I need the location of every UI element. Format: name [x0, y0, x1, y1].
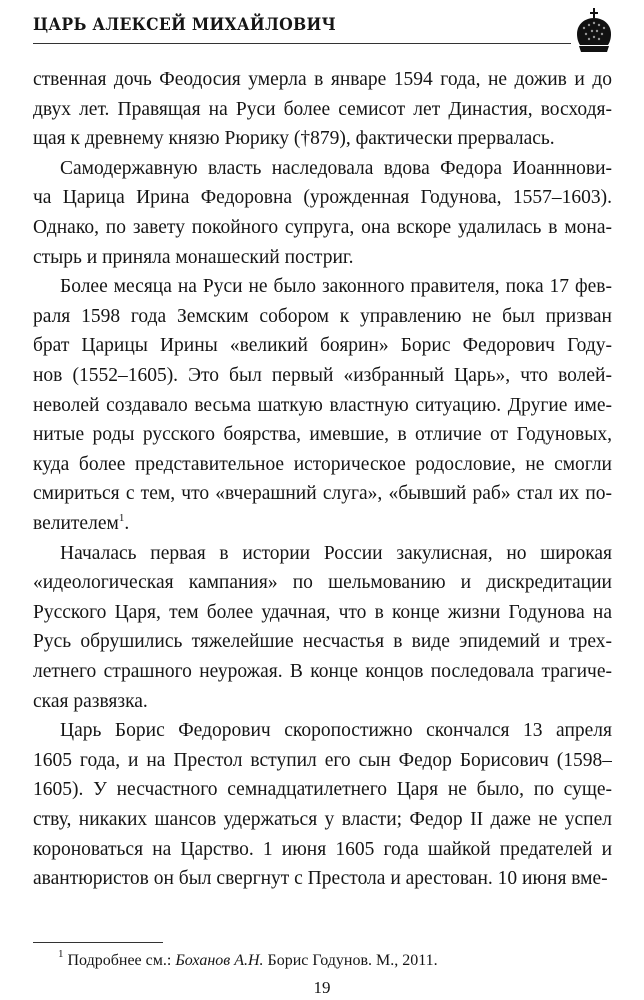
text-line: брат Царицы Ирины «великий боярин» Борис Федорович Году- [33, 335, 612, 357]
text-line: Более месяца на Руси не было законного правителя, пока 17 фев- [60, 276, 612, 298]
text-line: нитые роды русского боярства, имевшие, в отличие от Годуновых, [33, 424, 612, 446]
text-line: короноваться на Царство. 1 июня 1605 года шайкой предателей и [33, 838, 612, 860]
footnote-source: Борис Годунов. М., 2011. [263, 952, 438, 969]
text-line: ственная дочь Феодосия умерла в январе 1594 года, не дожив и до [33, 69, 612, 90]
text-line: Царь Борис Федорович скоропостижно скончался 13 апреля [60, 720, 612, 742]
text-line: куда более представительное историческое родословие, не смогли [33, 453, 612, 475]
text-line: ству, никаких шансов удержаться у власти; Федор II даже не успел [33, 809, 612, 830]
text-line: 1605). У несчастного семнадцатилетнего Царя не было, по суще- [33, 779, 612, 801]
text-line: Русского Царя, тем более удачная, что в конце жизни Годунова на [33, 601, 612, 623]
text-line: ча Царица Ирина Федоровна (урожденная Годунова, 1557–1603). [33, 187, 612, 209]
text-line: «идеологическая кампания» по шельмованию и дискредитации [33, 572, 612, 594]
text-line: авантюристов он был свергнут с Престола и арестован. 10 июня вме- [33, 868, 608, 890]
text-line: смириться с тем, что «вчерашний слуга», «бывший раб» стал их по- [33, 483, 612, 505]
footnote-marker: 1 [58, 948, 64, 960]
line-text: велителем [33, 513, 119, 534]
text-line: двух лет. Правящая на Руси более семисот лет Династия, восходя- [33, 98, 612, 120]
footnote-prefix: Подробнее см.: [67, 952, 176, 969]
text-line: Началась первая в истории России закулисная, но широкая [60, 542, 612, 564]
crown-icon [574, 6, 614, 54]
text-line: раля 1598 года Земским собором к управлению не был призван [33, 305, 612, 327]
header-rule [33, 43, 571, 44]
text-line: стырь и приняла монашеский постриг. [33, 246, 354, 268]
text-line: 1605 года, и на Престол вступил его сын Федор Борисович (1598– [33, 749, 612, 771]
text-line: щая к древнему князю Рюрику (†879), фактически прервалась. [33, 128, 555, 150]
text-line: ская развязка. [33, 690, 148, 712]
footnote-ref[interactable]: 1 [118, 512, 125, 524]
footnote [58, 948, 438, 971]
running-head: ЦАРЬ АЛЕКСЕЙ МИХАЙЛОВИЧ [33, 15, 337, 35]
text-line: неволей создавало весьма шаткую властную ситуацию. Другие име- [33, 394, 612, 416]
text-line [33, 509, 612, 539]
text-line: нов (1552–1605). Это был первый «избранный Царь», что волей- [33, 365, 612, 386]
line-tail: . [124, 513, 130, 534]
footnote-rule [33, 942, 163, 943]
text-line: Самодержавную власть наследовала вдова Федора Иоанннови- [60, 157, 612, 179]
text-line: Русь обрушились тяжелейшие несчастья в виде эпидемий и трех- [33, 631, 612, 653]
text-line: Однако, по завету покойного супруга, она вскоре удалилась в мона- [33, 217, 612, 238]
text-line: летнего страшного неурожая. В конце концов последовала трагиче- [33, 661, 612, 682]
footnote-author: Боханов А.Н. [175, 952, 264, 969]
page-number: 19 [313, 978, 331, 997]
